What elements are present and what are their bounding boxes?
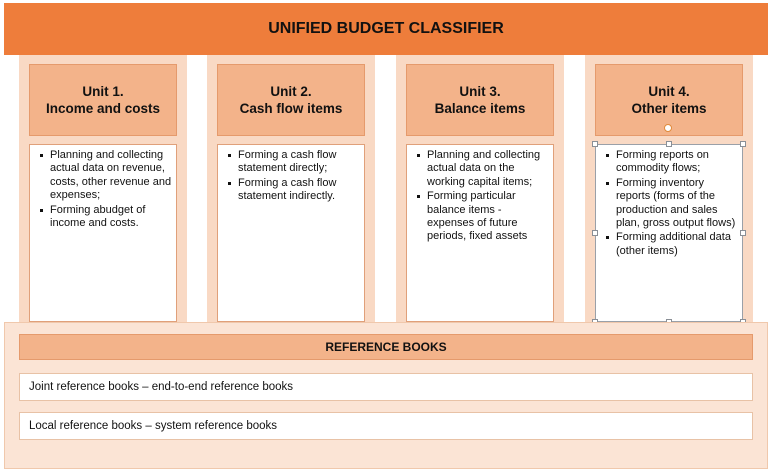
unit-4-body[interactable]	[595, 144, 743, 322]
unit-subheading: Balance items	[434, 101, 526, 116]
unit-heading: Unit 4.	[648, 84, 690, 99]
resize-handle-top-right[interactable]	[740, 141, 746, 147]
unit-3-header	[406, 64, 554, 136]
unit-heading: Unit 1.	[82, 84, 124, 99]
unit-1-body[interactable]	[29, 144, 177, 322]
unit-subheading: Other items	[631, 101, 707, 116]
list-item: Forming additional data (other items)	[616, 231, 738, 258]
unit-3-body[interactable]	[406, 144, 554, 322]
resize-handle-left[interactable]	[592, 230, 598, 236]
rotate-handle-icon[interactable]	[664, 124, 672, 132]
unit-2-header	[217, 64, 365, 136]
list-item: Forming inventory reports (forms of the production and sales plan, gross output flows)	[616, 177, 738, 231]
list-item: Forming a cash flow statement indirectly.	[238, 177, 360, 204]
reference-books-header: REFERENCE BOOKS	[19, 334, 753, 360]
unit-subheading: Cash flow items	[239, 101, 343, 116]
list-item: Forming a cash flow statement directly;	[238, 149, 360, 176]
unit-3-list	[413, 149, 549, 244]
unit-2-list	[224, 149, 360, 204]
unit-1-list	[36, 149, 172, 230]
resize-handle-right[interactable]	[740, 230, 746, 236]
reference-row-local[interactable]: Local reference books – system reference books	[19, 412, 753, 440]
reference-row-joint[interactable]: Joint reference books – end-to-end reference books	[19, 373, 753, 401]
resize-handle-top[interactable]	[666, 141, 672, 147]
unit-4-list	[602, 149, 738, 258]
unit-subheading: Income and costs	[45, 101, 161, 116]
list-item: Forming particular balance items - expenses of future periods, fixed assets	[427, 190, 549, 244]
unit-2-body[interactable]	[217, 144, 365, 322]
list-item: Planning and collecting actual data on revenue, costs, other revenue and expenses;	[50, 149, 172, 202]
list-item: Forming abudget of income and costs.	[50, 204, 172, 231]
unit-heading: Unit 2.	[270, 84, 312, 99]
unit-heading: Unit 3.	[459, 84, 501, 99]
list-item: Planning and collecting actual data on the working capital items;	[427, 149, 549, 189]
classifier-title: UNIFIED BUDGET CLASSIFIER	[4, 3, 768, 55]
list-item: Forming reports on commodity flows;	[616, 149, 738, 176]
unit-1-header	[29, 64, 177, 136]
resize-handle-top-left[interactable]	[592, 141, 598, 147]
